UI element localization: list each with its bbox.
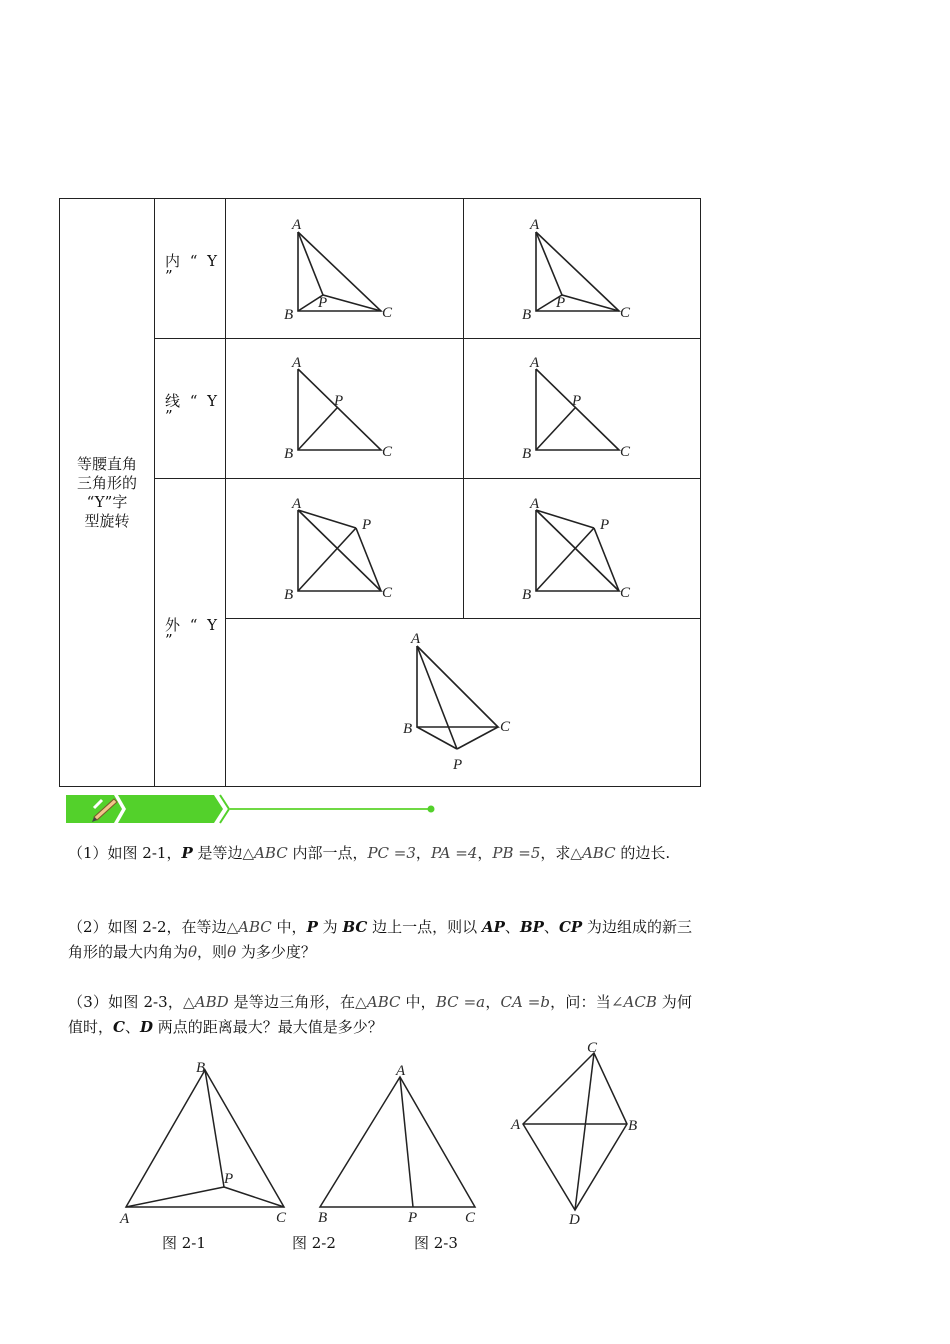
svg-text:P: P <box>599 517 609 533</box>
svg-text:P: P <box>224 1171 234 1187</box>
svg-text:A: A <box>120 1211 130 1227</box>
row-label-outer: 外 “ Y ” <box>155 479 226 787</box>
svg-text:C: C <box>619 444 630 460</box>
svg-text:A: A <box>292 355 302 371</box>
svg-text:C: C <box>382 305 393 321</box>
svg-text:B: B <box>284 446 294 462</box>
svg-text:P: P <box>571 393 581 409</box>
svg-text:B: B <box>521 446 531 462</box>
svg-text:B: B <box>318 1210 328 1226</box>
svg-text:A: A <box>292 496 302 512</box>
svg-text:C: C <box>500 719 511 735</box>
svg-text:A: A <box>511 1117 521 1133</box>
svg-text:B: B <box>521 587 531 603</box>
svg-text:A: A <box>529 496 539 512</box>
svg-text:B: B <box>284 307 294 323</box>
svg-text:B: B <box>196 1060 206 1076</box>
figure-outer-3 <box>226 619 701 787</box>
problem-figures <box>100 1030 660 1230</box>
figure-line-2 <box>463 339 701 479</box>
svg-text:A: A <box>529 217 539 233</box>
figure-line-1 <box>226 339 464 479</box>
figure-inner-1 <box>226 199 464 339</box>
caption-2-2: 图 2-2 <box>292 1234 336 1252</box>
svg-text:B: B <box>403 721 413 737</box>
problem-3: （3）如图 2-3，△ABD 是等边三角形，在△ABC 中，BC =a，CA =b，问：当∠ACB 为何值时，C、D 两点的距离最大？最大值是多少？ <box>68 993 692 1036</box>
row-label-line: 线 “ Y ” <box>155 339 226 479</box>
svg-text:C: C <box>382 444 393 460</box>
svg-text:C: C <box>587 1040 598 1056</box>
svg-text:P: P <box>318 295 328 311</box>
svg-text:A: A <box>411 631 421 647</box>
figure-2-2 <box>320 1077 475 1207</box>
category-cell: 等腰直角 三角形的 “Y”字 型旋转 <box>60 199 155 787</box>
caption-2-1: 图 2-1 <box>162 1234 206 1252</box>
figure-outer-2 <box>463 479 701 619</box>
section-banner <box>66 792 438 826</box>
svg-text:A: A <box>396 1063 406 1079</box>
figure-inner-2 <box>463 199 701 339</box>
svg-text:P: P <box>453 757 463 773</box>
svg-text:D: D <box>569 1212 580 1228</box>
svg-text:P: P <box>334 393 344 409</box>
figure-outer-1 <box>226 479 464 619</box>
svg-text:C: C <box>276 1210 287 1226</box>
figure-2-1 <box>126 1070 284 1207</box>
figure-2-3 <box>523 1053 627 1210</box>
y-rotation-table <box>59 198 701 787</box>
svg-text:A: A <box>529 355 539 371</box>
problem-1: （1）如图 2-1，P 是等边△ABC 内部一点，PC =3，PA =4，PB =5，求△ABC 的边长. <box>68 844 671 862</box>
svg-text:C: C <box>619 585 630 601</box>
svg-text:P: P <box>555 295 565 311</box>
svg-text:C: C <box>465 1210 476 1226</box>
row-label-inner: 内 “ Y ” <box>155 199 226 339</box>
svg-text:B: B <box>284 587 294 603</box>
svg-text:A: A <box>292 217 302 233</box>
svg-text:C: C <box>382 585 393 601</box>
caption-2-3: 图 2-3 <box>414 1234 458 1252</box>
svg-text:P: P <box>362 517 372 533</box>
problem-2: （2）如图 2-2，在等边△ABC 中，P 为 BC 边上一点，则以 AP、BP、CP 为边组成的新三角形的最大内角为θ，则θ 为多少度？ <box>68 918 692 961</box>
svg-text:C: C <box>619 305 630 321</box>
svg-text:B: B <box>521 307 531 323</box>
svg-text:B: B <box>628 1118 638 1134</box>
svg-text:P: P <box>408 1210 418 1226</box>
